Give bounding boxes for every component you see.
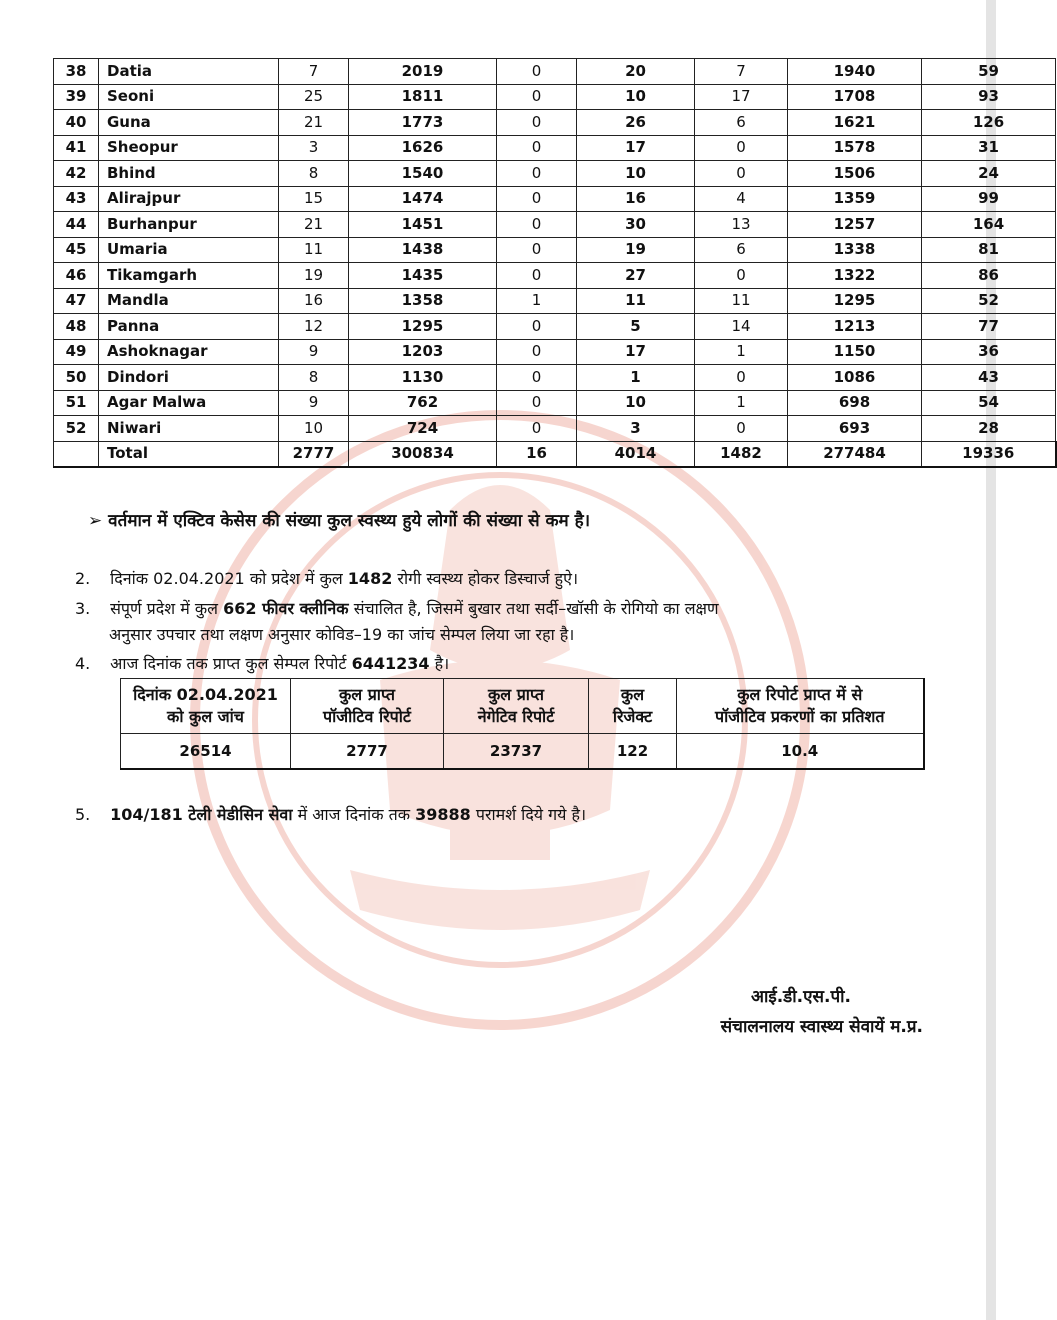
cell-c4: 10 [577, 390, 695, 416]
district-name: Dindori [99, 365, 279, 391]
cell-c7: 52 [922, 288, 1056, 314]
cell-c5: 6 [695, 237, 788, 263]
cell-c6: 1578 [788, 135, 922, 161]
total-c1: 2777 [279, 441, 349, 467]
total-c3: 16 [497, 441, 577, 467]
table-row [54, 339, 1056, 365]
cell-c3: 0 [497, 186, 577, 212]
item-number: 4. [75, 654, 91, 673]
cell-c2: 1435 [349, 263, 497, 289]
table-row [54, 212, 1056, 238]
serial-number: 51 [54, 390, 99, 416]
cell-c2: 1295 [349, 314, 497, 340]
total-c4: 4014 [577, 441, 695, 467]
item-number: 5. [75, 805, 91, 824]
cell-c1: 16 [279, 288, 349, 314]
table-row [54, 288, 1056, 314]
cell-c4: 19 [577, 237, 695, 263]
consultation-count: 39888 [415, 805, 471, 824]
cell-c5: 11 [695, 288, 788, 314]
cell-c1: 25 [279, 84, 349, 110]
sample-summary-table [120, 678, 925, 770]
note-text: में आज दिनांक तक [297, 805, 410, 824]
district-name: Panna [99, 314, 279, 340]
signature-line-1: आई.डी.एस.पी. [750, 987, 851, 1007]
cell-c5: 0 [695, 263, 788, 289]
value-negative-reports: 23737 [444, 734, 589, 770]
note-item-2 [75, 566, 578, 592]
cell-c5: 6 [695, 110, 788, 136]
cell-c7: 126 [922, 110, 1056, 136]
recovered-count: 1482 [347, 569, 393, 588]
empty-cell [54, 441, 99, 467]
table-row [54, 135, 1056, 161]
cell-c2: 1203 [349, 339, 497, 365]
cell-c6: 1086 [788, 365, 922, 391]
cell-c7: 86 [922, 263, 1056, 289]
district-name: Ashoknagar [99, 339, 279, 365]
cell-c6: 1708 [788, 84, 922, 110]
cell-c2: 1451 [349, 212, 497, 238]
note-text: है। [434, 654, 450, 673]
cell-c3: 0 [497, 110, 577, 136]
cell-c7: 93 [922, 84, 1056, 110]
cell-c4: 20 [577, 59, 695, 85]
value-rejected: 122 [589, 734, 677, 770]
cell-c3: 0 [497, 161, 577, 187]
cell-c3: 0 [497, 59, 577, 85]
cell-c6: 1257 [788, 212, 922, 238]
cell-c2: 1811 [349, 84, 497, 110]
table-row [54, 161, 1056, 187]
cell-c3: 0 [497, 84, 577, 110]
item-number: 3. [75, 599, 91, 618]
cell-c7: 43 [922, 365, 1056, 391]
serial-number: 44 [54, 212, 99, 238]
cell-c1: 8 [279, 365, 349, 391]
cell-c4: 10 [577, 84, 695, 110]
district-name: Agar Malwa [99, 390, 279, 416]
cell-c1: 15 [279, 186, 349, 212]
serial-number: 39 [54, 84, 99, 110]
district-name: Bhind [99, 161, 279, 187]
cell-c6: 693 [788, 416, 922, 442]
cell-c4: 5 [577, 314, 695, 340]
note-text: रोगी स्वस्थ्य होकर डिस्चार्ज हुऐ। [397, 569, 579, 588]
cell-c5: 0 [695, 161, 788, 187]
cell-c7: 24 [922, 161, 1056, 187]
cell-c1: 8 [279, 161, 349, 187]
cell-c7: 99 [922, 186, 1056, 212]
cell-c4: 11 [577, 288, 695, 314]
cell-c7: 77 [922, 314, 1056, 340]
active-cases-text: वर्तमान में एक्टिव केसेस की संख्या कुल स्वस्थ्य हुये लोगों की संख्या से कम है। [108, 511, 591, 531]
sample-table-header-row [121, 679, 924, 734]
cell-c5: 1 [695, 390, 788, 416]
total-c5: 1482 [695, 441, 788, 467]
note-text: आज दिनांक तक प्राप्त कुल सेम्पल रिपोर्ट [110, 654, 347, 673]
note-text: संचालित है, जिसमें बुखार तथा सर्दी–खॉसी के रोगियो का लक्षण [353, 599, 719, 618]
cell-c5: 4 [695, 186, 788, 212]
cell-c3: 1 [497, 288, 577, 314]
cell-c6: 1322 [788, 263, 922, 289]
cell-c5: 17 [695, 84, 788, 110]
value-positive-percentage: 10.4 [677, 734, 924, 770]
cell-c1: 9 [279, 339, 349, 365]
district-name: Umaria [99, 237, 279, 263]
cell-c3: 0 [497, 339, 577, 365]
value-positive-reports: 2777 [291, 734, 444, 770]
cell-c1: 11 [279, 237, 349, 263]
cell-c3: 0 [497, 390, 577, 416]
table-row [54, 365, 1056, 391]
cell-c2: 724 [349, 416, 497, 442]
district-name: Datia [99, 59, 279, 85]
cell-c7: 28 [922, 416, 1056, 442]
serial-number: 48 [54, 314, 99, 340]
cell-c3: 0 [497, 212, 577, 238]
cell-c5: 1 [695, 339, 788, 365]
signature-block [721, 982, 923, 1042]
sample-report-count: 6441234 [351, 654, 430, 673]
cell-c2: 1438 [349, 237, 497, 263]
table-row [54, 110, 1056, 136]
district-name: Burhanpur [99, 212, 279, 238]
arrow-bullet-icon: ➢ [88, 511, 103, 531]
cell-c1: 12 [279, 314, 349, 340]
cell-c5: 7 [695, 59, 788, 85]
cell-c3: 0 [497, 416, 577, 442]
header-total-tests: दिनांक 02.04.2021 को कुल जांच [121, 679, 291, 734]
district-name: Alirajpur [99, 186, 279, 212]
cell-c6: 1506 [788, 161, 922, 187]
note-text: संपूर्ण प्रदेश में कुल [110, 599, 219, 618]
cell-c1: 19 [279, 263, 349, 289]
cell-c2: 1474 [349, 186, 497, 212]
cell-c4: 26 [577, 110, 695, 136]
header-negative-reports: कुल प्राप्त नेगेटिव रिपोर्ट [444, 679, 589, 734]
district-name: Niwari [99, 416, 279, 442]
cell-c3: 0 [497, 135, 577, 161]
cell-c4: 10 [577, 161, 695, 187]
serial-number: 49 [54, 339, 99, 365]
serial-number: 45 [54, 237, 99, 263]
cell-c5: 0 [695, 416, 788, 442]
cell-c1: 10 [279, 416, 349, 442]
serial-number: 47 [54, 288, 99, 314]
cell-c2: 1773 [349, 110, 497, 136]
cell-c3: 0 [497, 263, 577, 289]
value-total-tests: 26514 [121, 734, 291, 770]
cell-c6: 1940 [788, 59, 922, 85]
cell-c2: 1626 [349, 135, 497, 161]
serial-number: 41 [54, 135, 99, 161]
cell-c7: 59 [922, 59, 1056, 85]
total-c2: 300834 [349, 441, 497, 467]
cell-c2: 1540 [349, 161, 497, 187]
serial-number: 40 [54, 110, 99, 136]
district-name: Guna [99, 110, 279, 136]
district-name: Seoni [99, 84, 279, 110]
telemedicine-service: 104/181 टेली मेडीसिन सेवा [110, 805, 293, 824]
active-cases-note [88, 508, 590, 534]
table-row [54, 237, 1056, 263]
table-row [54, 314, 1056, 340]
serial-number: 38 [54, 59, 99, 85]
table-row [54, 416, 1056, 442]
cell-c6: 1621 [788, 110, 922, 136]
cell-c7: 164 [922, 212, 1056, 238]
cell-c4: 27 [577, 263, 695, 289]
cell-c4: 1 [577, 365, 695, 391]
cell-c3: 0 [497, 314, 577, 340]
cell-c1: 3 [279, 135, 349, 161]
district-name: Sheopur [99, 135, 279, 161]
cell-c2: 1130 [349, 365, 497, 391]
cell-c2: 2019 [349, 59, 497, 85]
fever-clinic-count: 662 फीवर क्लीनिक [223, 599, 349, 618]
total-c7: 19336 [922, 441, 1056, 467]
district-name: Mandla [99, 288, 279, 314]
cell-c4: 16 [577, 186, 695, 212]
cell-c6: 698 [788, 390, 922, 416]
table-row [54, 59, 1056, 85]
cell-c7: 54 [922, 390, 1056, 416]
table-row [54, 84, 1056, 110]
cell-c5: 0 [695, 365, 788, 391]
cell-c4: 17 [577, 339, 695, 365]
note-text: परामर्श दिये गये है। [475, 805, 587, 824]
header-positive-percentage: कुल रिपोर्ट प्राप्त में से पॉजीटिव प्रकरणों का प्रतिशत [677, 679, 924, 734]
cell-c7: 31 [922, 135, 1056, 161]
cell-c5: 14 [695, 314, 788, 340]
table-row [54, 186, 1056, 212]
cell-c1: 21 [279, 110, 349, 136]
cell-c4: 30 [577, 212, 695, 238]
total-label: Total [99, 441, 279, 467]
note-item-4 [75, 651, 449, 677]
cell-c6: 1295 [788, 288, 922, 314]
district-name: Tikamgarh [99, 263, 279, 289]
cell-c6: 1213 [788, 314, 922, 340]
total-row [54, 441, 1056, 467]
cell-c4: 3 [577, 416, 695, 442]
note-text-continued: अनुसार उपचार तथा लक्षण अनुसार कोविड–19 का जांच सेम्पल लिया जा रहा है। [109, 625, 575, 644]
cell-c1: 9 [279, 390, 349, 416]
cell-c5: 0 [695, 135, 788, 161]
header-positive-reports: कुल प्राप्त पॉजीटिव रिपोर्ट [291, 679, 444, 734]
serial-number: 43 [54, 186, 99, 212]
cell-c3: 0 [497, 365, 577, 391]
cell-c5: 13 [695, 212, 788, 238]
note-item-3 [75, 596, 719, 648]
district-cases-table [53, 58, 1057, 468]
cell-c2: 762 [349, 390, 497, 416]
header-rejected: कुल रिजेक्ट [589, 679, 677, 734]
cell-c6: 1338 [788, 237, 922, 263]
serial-number: 52 [54, 416, 99, 442]
table-row [54, 390, 1056, 416]
cell-c1: 7 [279, 59, 349, 85]
sample-table-value-row [121, 734, 924, 770]
total-c6: 277484 [788, 441, 922, 467]
item-number: 2. [75, 569, 91, 588]
cell-c7: 81 [922, 237, 1056, 263]
serial-number: 46 [54, 263, 99, 289]
table-row [54, 263, 1056, 289]
district-table-body [54, 59, 1056, 468]
cell-c1: 21 [279, 212, 349, 238]
cell-c4: 17 [577, 135, 695, 161]
note-text: दिनांक 02.04.2021 को प्रदेश में कुल [110, 569, 343, 588]
cell-c7: 36 [922, 339, 1056, 365]
serial-number: 50 [54, 365, 99, 391]
cell-c2: 1358 [349, 288, 497, 314]
cell-c6: 1150 [788, 339, 922, 365]
serial-number: 42 [54, 161, 99, 187]
note-item-5 [75, 802, 586, 828]
cell-c6: 1359 [788, 186, 922, 212]
signature-line-2: संचालनालय स्वास्थ्य सेवायें म.प्र. [720, 1017, 923, 1037]
cell-c3: 0 [497, 237, 577, 263]
